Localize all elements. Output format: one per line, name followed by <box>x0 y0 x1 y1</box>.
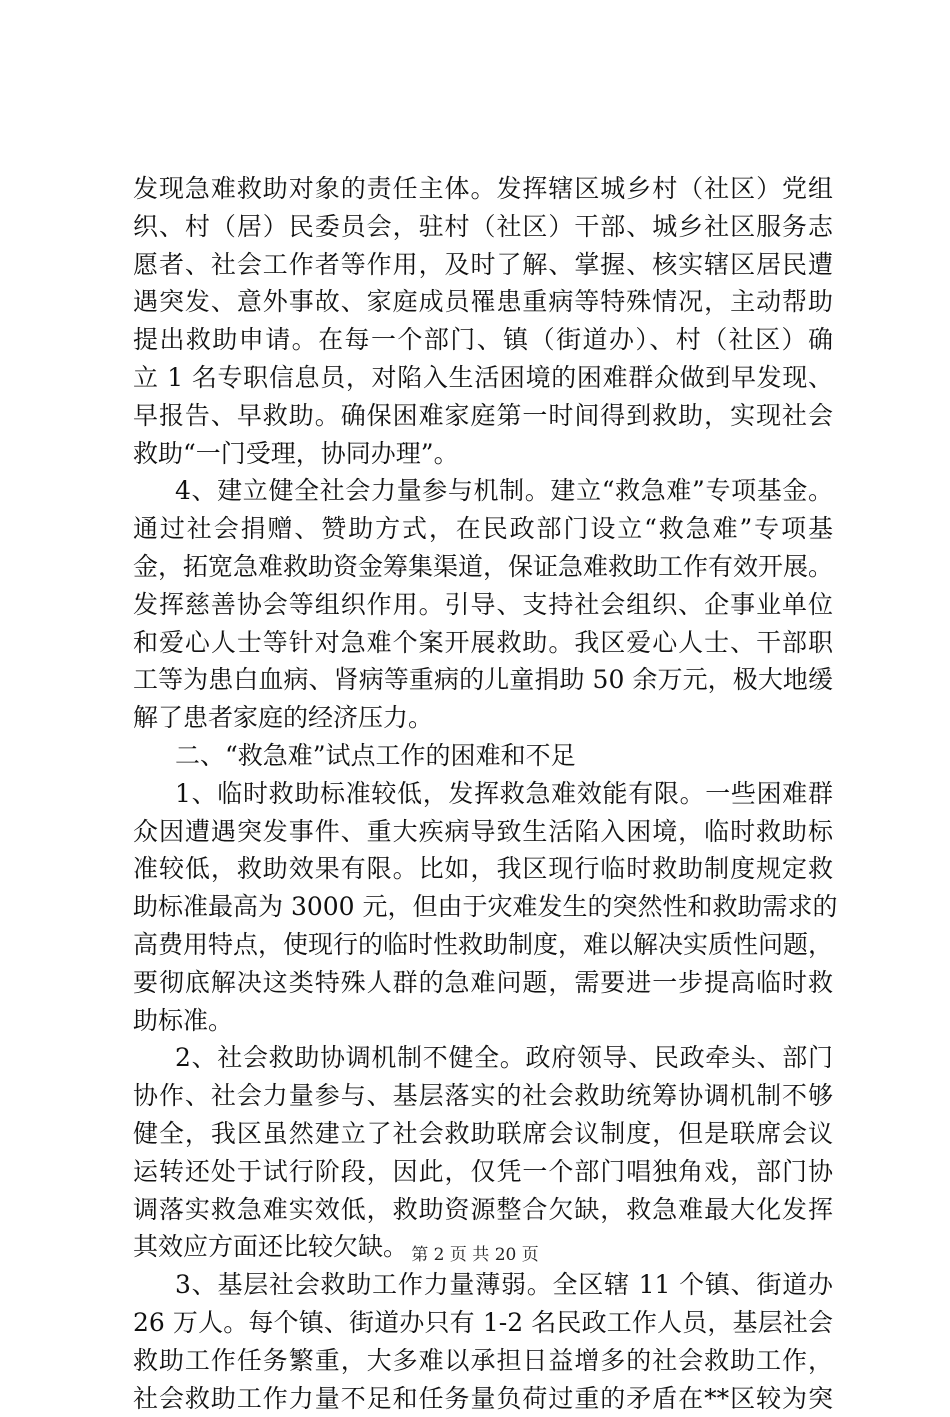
text-line: 助标准最高为 3000 元，但由于灾难发生的突然性和救助需求的 <box>133 888 833 926</box>
text-line: 4、建立健全社会力量参与机制。建立“救急难”专项基金。 <box>133 472 833 510</box>
text-line: 救助工作任务繁重，大多难以承担日益增多的社会救助工作， <box>133 1342 833 1380</box>
text-line: 愿者、社会工作者等作用，及时了解、掌握、核实辖区居民遭 <box>133 246 833 284</box>
text-line: 早报告、早救助。确保困难家庭第一时间得到救助，实现社会 <box>133 397 833 435</box>
text-line: 1、临时救助标准较低，发挥救急难效能有限。一些困难群 <box>133 775 833 813</box>
text-line: 助标准。 <box>133 1002 833 1040</box>
text-line: 协作、社会力量参与、基层落实的社会救助统筹协调机制不够 <box>133 1077 833 1115</box>
text-line: 发挥慈善协会等组织作用。引导、支持社会组织、企事业单位 <box>133 586 833 624</box>
text-line: 26 万人。每个镇、街道办只有 1-2 名民政工作人员，基层社会 <box>133 1304 833 1342</box>
body-text <box>133 170 833 1417</box>
text-line: 发现急难救助对象的责任主体。发挥辖区城乡村（社区）党组 <box>133 170 833 208</box>
text-line: 遇突发、意外事故、家庭成员罹患重病等特殊情况，主动帮助 <box>133 283 833 321</box>
text-line: 解了患者家庭的经济压力。 <box>133 699 833 737</box>
text-line: 3、基层社会救助工作力量薄弱。全区辖 11 个镇、街道办 <box>133 1266 833 1304</box>
text-line: 通过社会捐赠、赞助方式，在民政部门设立“救急难”专项基 <box>133 510 833 548</box>
text-line: 提出救助申请。在每一个部门、镇（街道办）、村（社区）确 <box>133 321 833 359</box>
text-line: 织、村（居）民委员会，驻村（社区）干部、城乡社区服务志 <box>133 208 833 246</box>
text-line: 金，拓宽急难救助资金筹集渠道，保证急难救助工作有效开展。 <box>133 548 833 586</box>
text-line: 要彻底解决这类特殊人群的急难问题，需要进一步提高临时救 <box>133 964 833 1002</box>
text-line: 和爱心人士等针对急难个案开展救助。我区爱心人士、干部职 <box>133 624 833 662</box>
text-line: 准较低，救助效果有限。比如，我区现行临时救助制度规定救 <box>133 850 833 888</box>
text-line: 健全，我区虽然建立了社会救助联席会议制度，但是联席会议 <box>133 1115 833 1153</box>
text-line: 社会救助工作力量不足和任务量负荷过重的矛盾在**区较为突 <box>133 1380 833 1417</box>
text-line: 众因遭遇突发事件、重大疾病导致生活陷入困境，临时救助标 <box>133 813 833 851</box>
page-number-footer: 第 2 页 共 20 页 <box>0 1240 950 1265</box>
text-line: 高费用特点，使现行的临时性救助制度，难以解决实质性问题， <box>133 926 833 964</box>
text-line: 调落实救急难实效低，救助资源整合欠缺，救急难最大化发挥 <box>133 1191 833 1229</box>
text-line: 救助“一门受理，协同办理”。 <box>133 435 833 473</box>
text-line: 其效应方面还比较欠缺。 <box>133 1228 833 1266</box>
text-line: 工等为患白血病、肾病等重病的儿童捐助 50 余万元，极大地缓 <box>133 661 833 699</box>
section-heading: 二、“救急难”试点工作的困难和不足 <box>133 737 833 775</box>
text-line: 运转还处于试行阶段，因此，仅凭一个部门唱独角戏，部门协 <box>133 1153 833 1191</box>
text-line: 2、社会救助协调机制不健全。政府领导、民政牵头、部门 <box>133 1039 833 1077</box>
text-line: 立 1 名专职信息员，对陷入生活困境的困难群众做到早发现、 <box>133 359 833 397</box>
